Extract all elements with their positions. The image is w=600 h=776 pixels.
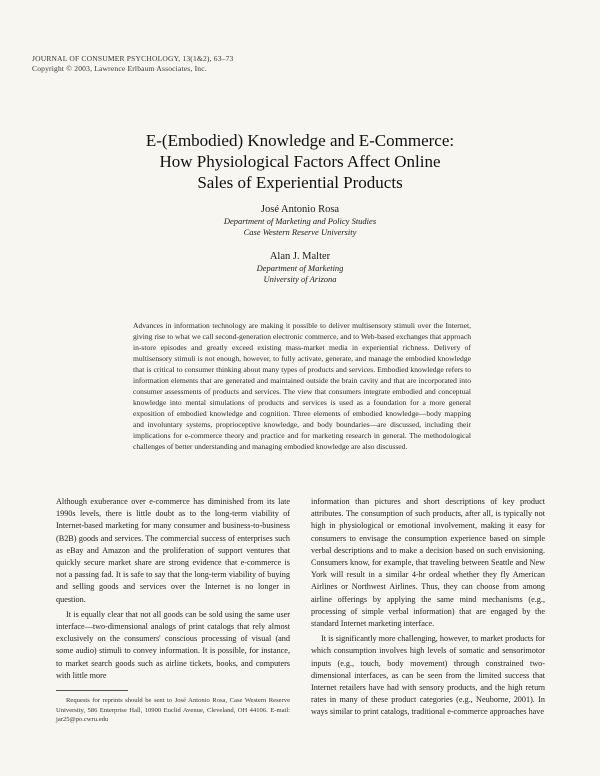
journal-header: [32, 54, 234, 74]
footnote-divider: [56, 690, 128, 691]
author-name: Alan J. Malter: [269, 251, 331, 262]
journal-citation: JOURNAL OF CONSUMER PSYCHOLOGY, 13(1&2), 63–73: [32, 54, 234, 63]
body-paragraph: It is equally clear that not all goods can be sold using the same user interface—two-dimensional analogs of print catalogs that rely almost exclusively on the consumers' conscious processing of visual (and some audio) stimuli to convey information. It is possible, for instance, to market search goods such as airline tickets, books, and computers with little more: [56, 609, 290, 680]
body-paragraph: It is significantly more challenging, however, to market products for which consumption involves high levels of somatic and sensorimotor inputs (e.g., touch, body movement) through constrained two-dimensional interfaces, as can be seen from the limited success that Internet retailers have had with sensory products, and the high return rates in many of these product categories (e.g., Neuborne, 2001). In ways similar to print catalogs, traditional e-commerce approaches have: [311, 634, 545, 717]
body-paragraph: information than pictures and short descriptions of key product attributes. The consumption of such products, after all, is typically not high in physiological or emotional involvement, making it easy for consumers to envisage the consumption experience based on simple verbal descriptions and to make a decision based on such envisioning. Consumers know, for example, that traveling between Seattle and New York will result in a similar 4-hr ordeal whether they fly American Airlines or Northwest Airlines. Thus, they can choose from among airline offerings by applying the same mind mechanisms (e.g., processing of simple verbal information) that are engaged by the standard Internet marketing interface.: [311, 497, 545, 629]
author-block: [150, 250, 450, 285]
title-line-2: How Physiological Factors Affect Online: [159, 152, 441, 171]
author-institution: Case Western Reserve University: [243, 227, 357, 237]
author-block: [150, 203, 450, 238]
article-title: [80, 130, 520, 193]
author-department: Department of Marketing and Policy Studies: [223, 216, 377, 226]
author-name: José Antonio Rosa: [260, 204, 340, 215]
body-column-right: [311, 496, 545, 722]
author-department: Department of Marketing: [256, 263, 344, 273]
abstract: Advances in information technology are making it possible to deliver multisensory stimuli over the Internet, giving rise to what we call second-generation electronic commerce, and to Web-based exchanges that approach in-store episodes and greatly exceed existing mass-market media in experiential richness. Delivery of multisensory stimuli is not enough, however, to fully activate, generate, and manage the embodied knowledge that is critical to consumer thinking about many types of products and services. Embodied knowledge refers to information elements that are generated and maintained outside the brain cavity and that are incorporated into consumer assessments of products and services. The view that consumers integrate embodied and conceptual knowledge into mental simulations of products and services is used as a foundation for a more general exposition of embodied knowledge and cognition. Three elements of embodied knowledge—body mapping and involuntary systems, proprioceptive knowledge, and body boundaries—are discussed, including their implications for e-commerce theory and practice and for marketing research in general. The methodological challenges of better understanding and managing embodied knowledge are also discussed.: [133, 321, 471, 451]
body-paragraph: Although exuberance over e-commerce has diminished from its late 1990s levels, there is little doubt as to the long-term viability of Internet-based marketing for many consumer and business-to-business (B2B) goods and services. The commercial success of enterprises such as eBay and Amazon and the proliferation of support ventures that quickly secure market share are strong evidence that e-commerce is not a passing fad. It is safe to say that the long-term viability of buying and selling goods and services over the Internet is no longer in question.: [56, 497, 290, 604]
title-line-3: Sales of Experiential Products: [197, 173, 403, 192]
title-line-1: E-(Embodied) Knowledge and E-Commerce:: [145, 131, 455, 150]
footnote: Requests for reprints should be sent to José Antonio Rosa, Case Western Reserve University, 586 Enterprise Hall, 10900 Euclid Avenue, Cleveland, OH 44106. E-mail: jar25@po.cwru.edu: [56, 697, 290, 723]
journal-copyright: Copyright © 2003, Lawrence Erlbaum Associates, Inc.: [32, 64, 207, 73]
author-institution: University of Arizona: [263, 274, 337, 284]
author-list: [150, 203, 450, 297]
body-column-left: [56, 496, 290, 685]
